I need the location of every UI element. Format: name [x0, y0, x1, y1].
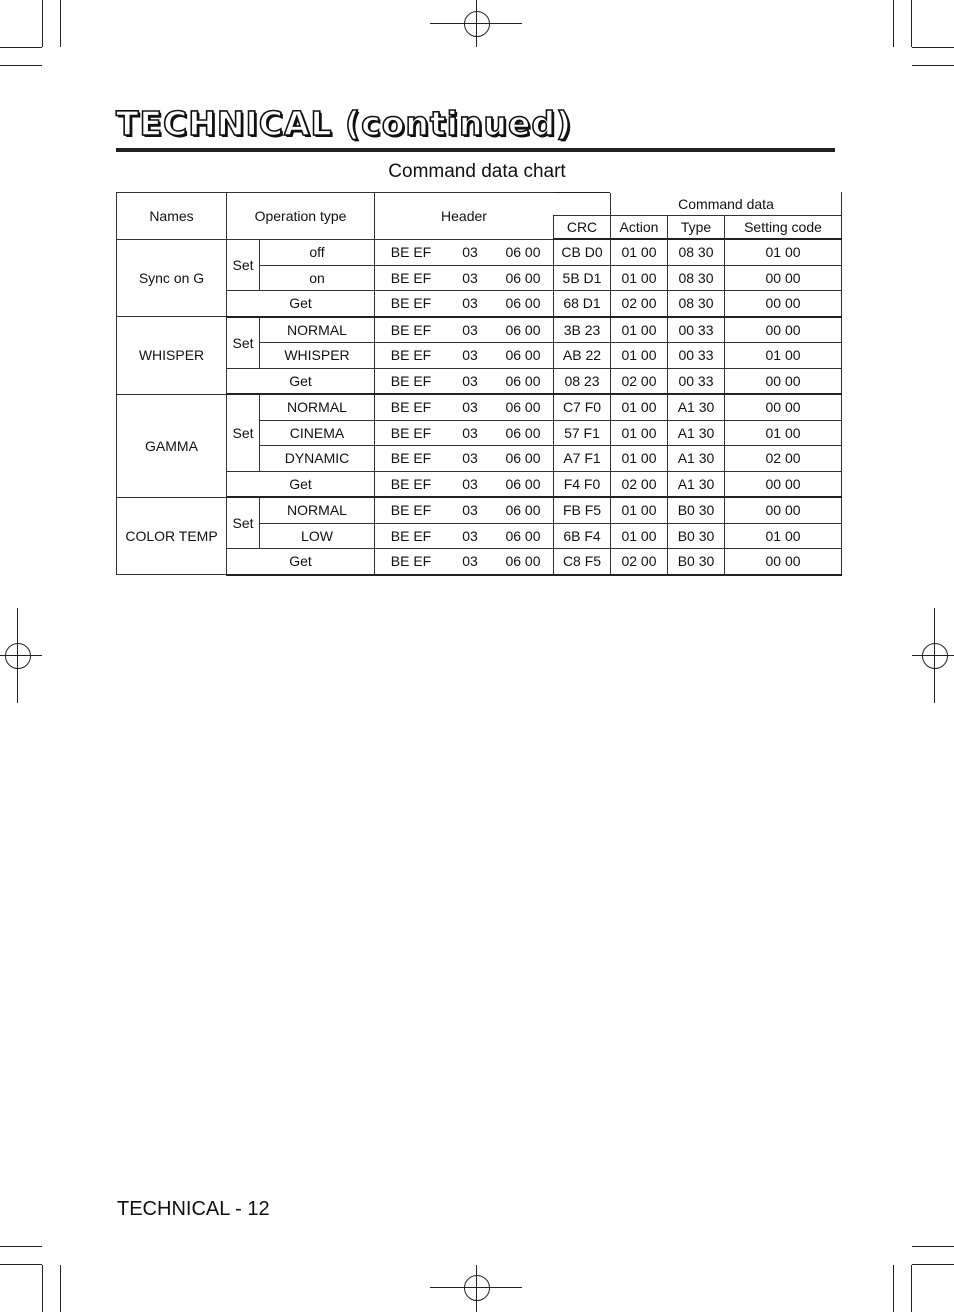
- setting-code-cell: 00 00: [725, 368, 842, 394]
- header-byte-2: 03: [462, 347, 478, 364]
- crc-cell: AB 22: [554, 343, 611, 369]
- header-byte-2: 03: [462, 553, 478, 570]
- header-byte-2: 03: [462, 321, 478, 338]
- crc-cell: 68 D1: [554, 291, 611, 317]
- setting-code-cell: 01 00: [725, 343, 842, 369]
- table-row: [117, 239, 842, 265]
- action-cell: 02 00: [611, 291, 668, 317]
- operation-cell: NORMAL: [260, 394, 375, 420]
- type-cell: A1 30: [668, 420, 725, 446]
- crc-cell: 5B D1: [554, 265, 611, 291]
- title-rule: [116, 148, 835, 152]
- operation-cell: NORMAL: [260, 317, 375, 343]
- header-byte-2: 03: [462, 450, 478, 467]
- header-bytes: [375, 471, 554, 497]
- action-cell: 01 00: [611, 343, 668, 369]
- set-label: Set: [227, 497, 260, 549]
- header-bytes: [375, 343, 554, 369]
- command-data-table: [116, 192, 842, 576]
- header-byte-1: BE EF: [390, 372, 432, 389]
- setting-code-cell: 00 00: [725, 317, 842, 343]
- setting-code-cell: 00 00: [725, 471, 842, 497]
- header-byte-2: 03: [462, 527, 478, 544]
- set-label: Set: [227, 394, 260, 471]
- col-setting-code: Setting code: [725, 216, 842, 240]
- get-cell: Get: [227, 471, 375, 497]
- action-cell: 01 00: [611, 239, 668, 265]
- chart-caption: Command data chart: [388, 161, 566, 182]
- action-cell: 02 00: [611, 368, 668, 394]
- type-cell: B0 30: [668, 549, 725, 575]
- function-name: WHISPER: [117, 317, 227, 395]
- header-byte-1: BE EF: [390, 269, 432, 286]
- header-byte-1: BE EF: [390, 553, 432, 570]
- crc-cell: 6B F4: [554, 523, 611, 549]
- operation-cell: off: [260, 239, 375, 265]
- operation-cell: NORMAL: [260, 497, 375, 523]
- type-cell: 00 33: [668, 368, 725, 394]
- header-bytes: [375, 549, 554, 575]
- table-row: [117, 497, 842, 523]
- col-operation-type: Operation type: [227, 193, 375, 240]
- header-byte-1: BE EF: [390, 399, 432, 416]
- col-header: Header: [375, 193, 554, 240]
- get-cell: Get: [227, 368, 375, 394]
- setting-code-cell: 00 00: [725, 265, 842, 291]
- function-name: Sync on G: [117, 239, 227, 317]
- action-cell: 01 00: [611, 394, 668, 420]
- table-row: [117, 394, 842, 420]
- header-bytes: [375, 446, 554, 472]
- type-cell: A1 30: [668, 471, 725, 497]
- col-crc: CRC: [554, 216, 611, 240]
- crc-cell: CB D0: [554, 239, 611, 265]
- operation-cell: on: [260, 265, 375, 291]
- action-cell: 01 00: [611, 523, 668, 549]
- type-cell: 00 33: [668, 317, 725, 343]
- type-cell: B0 30: [668, 497, 725, 523]
- header-byte-2: 03: [462, 475, 478, 492]
- action-cell: 01 00: [611, 446, 668, 472]
- header-byte-3: 06 00: [505, 424, 541, 441]
- type-cell: 08 30: [668, 239, 725, 265]
- col-type: Type: [668, 216, 725, 240]
- header-byte-3: 06 00: [505, 244, 541, 260]
- setting-code-cell: 00 00: [725, 291, 842, 317]
- type-cell: A1 30: [668, 446, 725, 472]
- header-byte-1: BE EF: [390, 244, 432, 260]
- header-byte-3: 06 00: [505, 372, 541, 389]
- crc-cell: C7 F0: [554, 394, 611, 420]
- get-cell: Get: [227, 291, 375, 317]
- header-byte-1: BE EF: [390, 502, 432, 519]
- col-names: Names: [117, 193, 227, 240]
- get-cell: Get: [227, 549, 375, 575]
- header-byte-2: 03: [462, 399, 478, 416]
- set-label: Set: [227, 317, 260, 369]
- header-byte-3: 06 00: [505, 295, 541, 312]
- action-cell: 01 00: [611, 420, 668, 446]
- action-cell: 02 00: [611, 471, 668, 497]
- header-byte-1: BE EF: [390, 450, 432, 467]
- setting-code-cell: 02 00: [725, 446, 842, 472]
- page-title: TECHNICAL (continued): [116, 104, 573, 143]
- crc-cell: 57 F1: [554, 420, 611, 446]
- type-cell: A1 30: [668, 394, 725, 420]
- header-bytes: [375, 368, 554, 394]
- header-byte-2: 03: [462, 269, 478, 286]
- setting-code-cell: 01 00: [725, 523, 842, 549]
- type-cell: B0 30: [668, 523, 725, 549]
- setting-code-cell: 01 00: [725, 239, 842, 265]
- header-bytes: [375, 394, 554, 420]
- operation-cell: LOW: [260, 523, 375, 549]
- header-byte-3: 06 00: [505, 450, 541, 467]
- header-byte-3: 06 00: [505, 321, 541, 338]
- header-byte-1: BE EF: [390, 475, 432, 492]
- page-footer: TECHNICAL - 12: [117, 1198, 270, 1220]
- header-byte-3: 06 00: [505, 269, 541, 286]
- header-byte-1: BE EF: [390, 347, 432, 364]
- function-name: COLOR TEMP: [117, 497, 227, 575]
- header-byte-1: BE EF: [390, 295, 432, 312]
- header-byte-1: BE EF: [390, 321, 432, 338]
- header-byte-1: BE EF: [390, 424, 432, 441]
- header-byte-2: 03: [462, 295, 478, 312]
- action-cell: 02 00: [611, 549, 668, 575]
- col-header-blank: [554, 193, 611, 216]
- crc-cell: F4 F0: [554, 471, 611, 497]
- header-byte-3: 06 00: [505, 502, 541, 519]
- crc-cell: 3B 23: [554, 317, 611, 343]
- operation-cell: CINEMA: [260, 420, 375, 446]
- header-byte-1: BE EF: [390, 527, 432, 544]
- header-bytes: [375, 420, 554, 446]
- header-byte-3: 06 00: [505, 399, 541, 416]
- operation-cell: WHISPER: [260, 343, 375, 369]
- type-cell: 08 30: [668, 265, 725, 291]
- header-byte-2: 03: [462, 424, 478, 441]
- table-row: [117, 317, 842, 343]
- header-byte-3: 06 00: [505, 347, 541, 364]
- crc-cell: FB F5: [554, 497, 611, 523]
- header-bytes: [375, 497, 554, 523]
- setting-code-cell: 00 00: [725, 394, 842, 420]
- col-command-data: Command data: [611, 193, 842, 216]
- action-cell: 01 00: [611, 265, 668, 291]
- function-name: GAMMA: [117, 394, 227, 497]
- header-bytes: [375, 265, 554, 291]
- header-bytes: [375, 317, 554, 343]
- col-action: Action: [611, 216, 668, 240]
- header-byte-2: 03: [462, 244, 478, 260]
- header-bytes: [375, 291, 554, 317]
- header-byte-3: 06 00: [505, 527, 541, 544]
- action-cell: 01 00: [611, 497, 668, 523]
- header-byte-2: 03: [462, 502, 478, 519]
- crc-cell: 08 23: [554, 368, 611, 394]
- setting-code-cell: 00 00: [725, 497, 842, 523]
- operation-cell: DYNAMIC: [260, 446, 375, 472]
- header-byte-2: 03: [462, 372, 478, 389]
- crc-cell: A7 F1: [554, 446, 611, 472]
- crc-cell: C8 F5: [554, 549, 611, 575]
- set-label: Set: [227, 239, 260, 291]
- action-cell: 01 00: [611, 317, 668, 343]
- setting-code-cell: 00 00: [725, 549, 842, 575]
- type-cell: 00 33: [668, 343, 725, 369]
- type-cell: 08 30: [668, 291, 725, 317]
- setting-code-cell: 01 00: [725, 420, 842, 446]
- header-byte-3: 06 00: [505, 475, 541, 492]
- header-bytes: [375, 523, 554, 549]
- header-bytes: [375, 239, 554, 265]
- header-byte-3: 06 00: [505, 553, 541, 570]
